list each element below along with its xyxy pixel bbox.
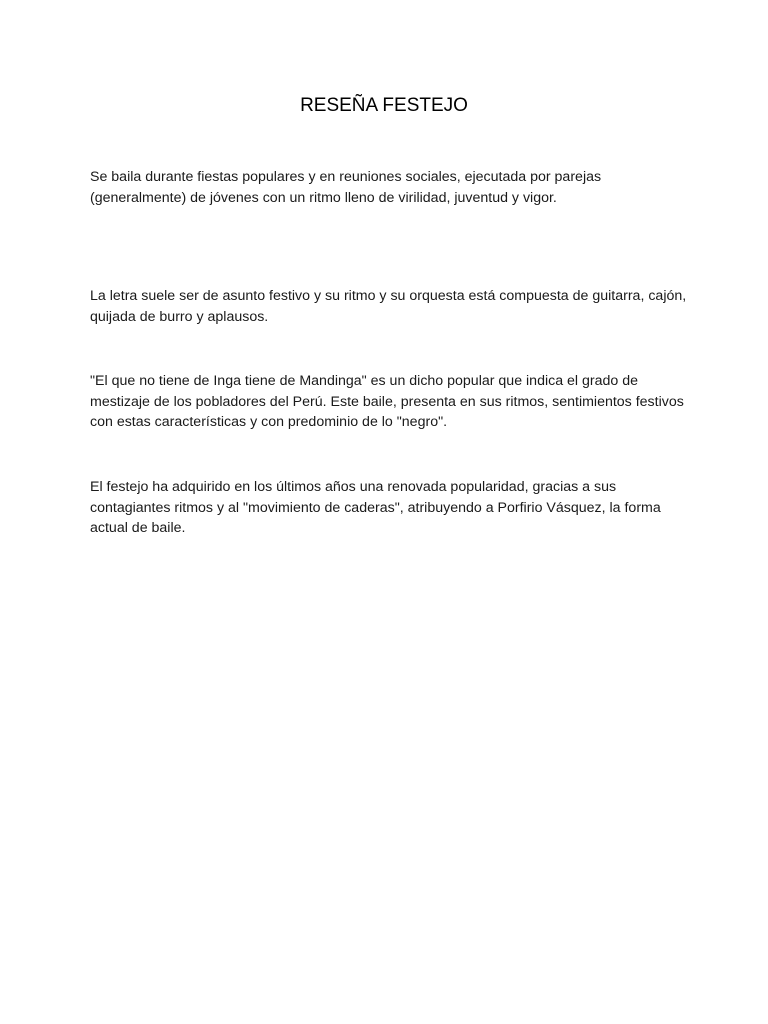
paragraph-3: "El que no tiene de Inga tiene de Mandinga" es un dicho popular que indica el grado de mestizaje de los pobladores del Perú. Este baile, presenta en sus ritmos, sentimientos festivos con estas características y con predominio de lo "negro". [90, 373, 684, 430]
paragraph-4: El festejo ha adquirido en los últimos años una renovada popularidad, gracias a sus contagiantes ritmos y al "movimiento de caderas", atribuyendo a Porfirio Vásquez, la forma actual de baile. [90, 479, 661, 536]
paragraph-2: La letra suele ser de asunto festivo y su ritmo y su orquesta está compuesta de guitarra, cajón, quijada de burro y aplausos. [90, 288, 687, 325]
document-title: RESEÑA FESTEJO [300, 95, 468, 116]
paragraph-1: Se baila durante fiestas populares y en reuniones sociales, ejecutada por parejas (generalmente) de jóvenes con un ritmo lleno de virilidad, juventud y vigor. [90, 169, 602, 206]
